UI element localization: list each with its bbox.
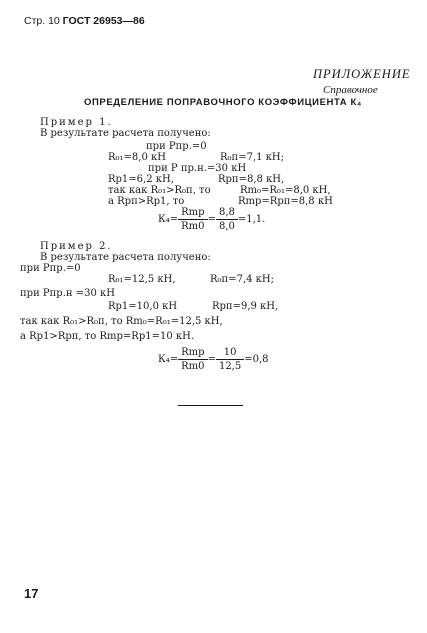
running-header (24, 15, 145, 27)
formula2-num1: Rmp (178, 347, 207, 360)
formula2-den2: 12,5 (218, 361, 242, 372)
example2-line2a: R₀₁=12,5 кН, (108, 274, 176, 285)
example2-line5: так как R₀₁>R₀п, то Rm₀=R₀₁=12,5 кН, (20, 316, 223, 327)
example1-line6b: Rmр=Rрп=8,8 кН (238, 196, 333, 207)
example2-line4b: Rрп=9,9 кН, (212, 301, 279, 312)
example2-intro: В результате расчета получено: (40, 252, 211, 263)
formula1-eq: = (207, 214, 216, 225)
example1-line4b: Rрп=8,8 кН, (218, 174, 285, 185)
example1-line6a: а Rрп>Rр1, то (108, 196, 185, 207)
formula1-den1: Rm0 (181, 221, 205, 232)
appendix-label: ПРИЛОЖЕНИЕ (313, 67, 411, 81)
example2-line1: при Рпр.=0 (20, 263, 81, 274)
page-prefix: Стр. 10 (24, 15, 60, 27)
formula2-eq: = (207, 354, 216, 365)
example1-line2a: R₀₁=8,0 кН (108, 152, 166, 163)
example1-line1: при Рпр.=0 (146, 141, 207, 152)
example1-intro: В результате расчета получено: (40, 128, 211, 139)
page-number: 17 (24, 586, 39, 601)
example1-heading: Пример 1. (40, 117, 113, 128)
example2-formula (158, 347, 269, 372)
formula1-num1: Rmp (178, 207, 207, 220)
appendix-type: Справочное (323, 84, 378, 96)
example1-line5a: так как R₀₁>R₀п, то (108, 185, 211, 196)
example2-heading: Пример 2. (40, 241, 113, 252)
formula1-fraction2 (216, 207, 238, 232)
example2-line4a: Rр1=10,0 кН (108, 301, 178, 312)
example1-line4a: Rр1=6,2 кН, (108, 174, 174, 185)
example1-line5b: Rm₀=R₀₁=8,0 кН, (240, 185, 331, 196)
closing-rule (178, 405, 243, 406)
formula2-den1: Rm0 (181, 361, 205, 372)
example1-line3: при Р пр.н.=30 кН (148, 163, 247, 174)
formula1-den2: 8,0 (218, 221, 235, 232)
example2-line3: при Рпр.н =30 кН (20, 288, 115, 299)
formula2-fraction1 (178, 347, 207, 372)
formula2-result: =0,8 (244, 354, 269, 365)
formula1-result: =1,1. (237, 214, 266, 225)
formula2-num2: 10 (216, 347, 244, 360)
formula2-lhs: К₄= (158, 354, 179, 365)
example2-line6: а Rр1>Rрп, то Rmр=Rр1=10 кН. (20, 331, 195, 342)
formula1-lhs: К₄= (158, 214, 179, 225)
example1-formula (158, 207, 265, 232)
example1-line2b: R₀п=7,1 кН; (220, 152, 285, 163)
section-title: ОПРЕДЕЛЕНИЕ ПОПРАВОЧНОГО КОЭФФИЦИЕНТА К₄ (84, 97, 363, 108)
formula1-fraction1 (178, 207, 207, 232)
formula1-num2: 8,8 (216, 207, 238, 220)
doc-code: ГОСТ 26953—86 (62, 15, 145, 27)
example2-line2b: R₀п=7,4 кН; (210, 274, 275, 285)
formula2-fraction2 (216, 347, 244, 372)
